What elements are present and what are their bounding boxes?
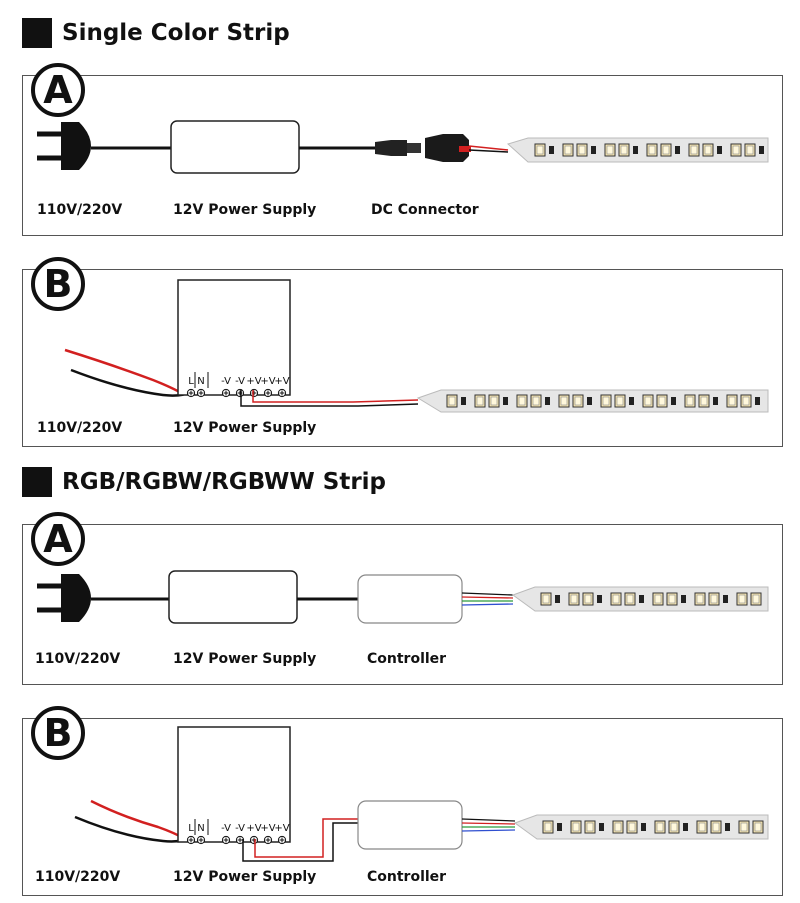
resistor-icon xyxy=(755,397,760,405)
badge-b: B xyxy=(31,706,85,760)
psu-label: 12V Power Supply xyxy=(173,202,317,218)
resistor-icon xyxy=(599,823,604,831)
resistor-icon xyxy=(639,595,644,603)
section-single-color xyxy=(22,18,290,48)
neutral-wire xyxy=(71,370,191,396)
terminal-label: -V xyxy=(221,376,231,387)
live-wire xyxy=(91,801,185,839)
section-marker-icon xyxy=(22,467,52,497)
resistor-icon xyxy=(671,397,676,405)
terminal-label: +V xyxy=(246,823,262,834)
badge-a: A xyxy=(31,512,85,566)
resistor-icon xyxy=(725,823,730,831)
section-marker-icon xyxy=(22,18,52,48)
badge-b: B xyxy=(31,257,85,311)
input-voltage-label: 110V/220V xyxy=(37,420,123,436)
resistor-icon xyxy=(597,595,602,603)
dc-socket-icon xyxy=(425,134,471,162)
led-strip xyxy=(515,815,768,839)
resistor-icon xyxy=(557,823,562,831)
panel-single-a xyxy=(22,68,783,236)
panel-single-b xyxy=(22,262,783,447)
terminal-label: N xyxy=(197,823,205,834)
panel-rgb-a xyxy=(22,517,783,685)
psu-label: 12V Power Supply xyxy=(173,420,317,436)
led-strip xyxy=(513,587,768,611)
controller-label: Controller xyxy=(367,869,447,885)
input-voltage-label: 110V/220V xyxy=(35,651,121,667)
power-supply-box xyxy=(171,121,299,173)
psu-label: 12V Power Supply xyxy=(173,651,317,667)
input-voltage-label: 110V/220V xyxy=(35,869,121,885)
terminal-label: L xyxy=(188,823,194,834)
plug-icon xyxy=(37,122,91,170)
resistor-icon xyxy=(587,397,592,405)
resistor-icon xyxy=(591,146,596,154)
controller-label: Controller xyxy=(367,651,447,667)
terminal-label: +V xyxy=(260,823,276,834)
resistor-icon xyxy=(723,595,728,603)
dc-connector-label: DC Connector xyxy=(371,202,479,218)
power-supply-box xyxy=(169,571,297,623)
terminal-label: L xyxy=(188,376,194,387)
resistor-icon xyxy=(461,397,466,405)
resistor-icon xyxy=(759,146,764,154)
resistor-icon xyxy=(555,595,560,603)
plug-icon xyxy=(37,574,91,622)
resistor-icon xyxy=(681,595,686,603)
psu-label: 12V Power Supply xyxy=(173,869,317,885)
resistor-icon xyxy=(683,823,688,831)
section-rgb xyxy=(22,467,386,497)
resistor-icon xyxy=(545,397,550,405)
terminal-label: -V xyxy=(235,823,245,834)
resistor-icon xyxy=(633,146,638,154)
terminal-label: +V xyxy=(274,823,290,834)
neutral-wire xyxy=(75,817,191,842)
terminal-label: +V xyxy=(260,376,276,387)
terminal-label: -V xyxy=(221,823,231,834)
panel-rgb-b xyxy=(22,711,783,896)
dc-plug-icon xyxy=(375,140,421,156)
section-title: Single Color Strip xyxy=(62,20,290,46)
resistor-icon xyxy=(629,397,634,405)
resistor-icon xyxy=(549,146,554,154)
led-strip xyxy=(418,390,768,412)
diagram-single-b xyxy=(23,270,784,448)
terminal-label: +V xyxy=(274,376,290,387)
terminal-label: +V xyxy=(246,376,262,387)
badge-a: A xyxy=(31,63,85,117)
resistor-icon xyxy=(717,146,722,154)
resistor-icon xyxy=(641,823,646,831)
input-voltage-label: 110V/220V xyxy=(37,202,123,218)
resistor-icon xyxy=(675,146,680,154)
resistor-icon xyxy=(713,397,718,405)
led-strip xyxy=(508,138,768,162)
resistor-icon xyxy=(503,397,508,405)
controller-box xyxy=(358,801,462,849)
controller-box xyxy=(358,575,462,623)
terminal-label: N xyxy=(197,376,205,387)
terminal-label: -V xyxy=(235,376,245,387)
section-title: RGB/RGBW/RGBWW Strip xyxy=(62,469,387,495)
